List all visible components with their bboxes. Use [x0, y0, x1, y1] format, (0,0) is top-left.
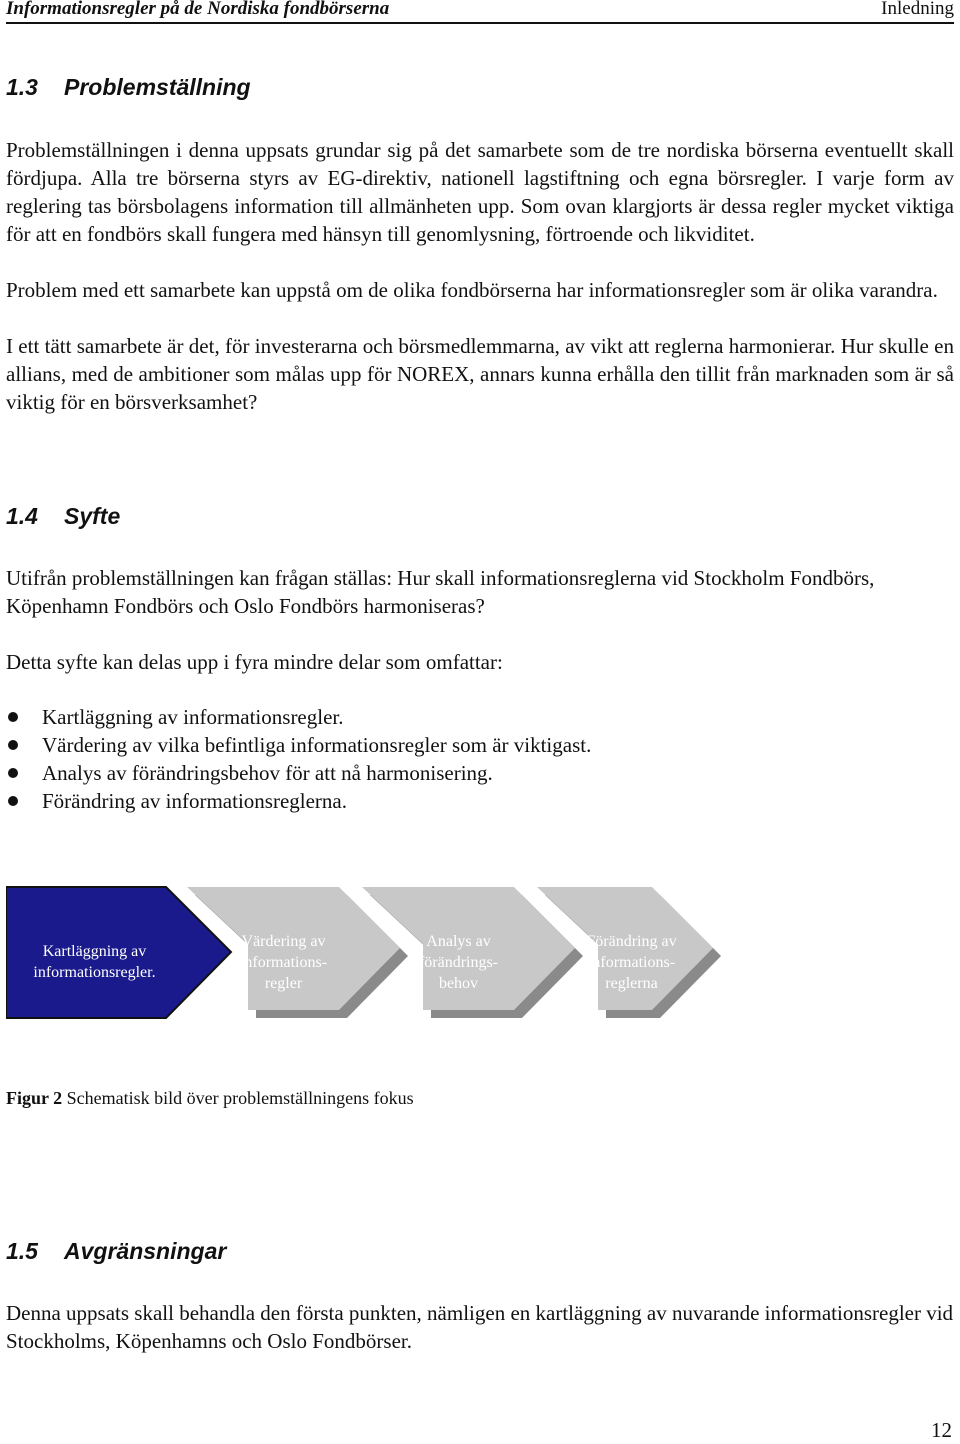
step-line: Värdering av [241, 932, 326, 950]
list-item: Analys av förändringsbehov för att nå harmonisering. [6, 759, 906, 787]
caption-text: Schematisk bild över problemställningens fokus [66, 1088, 414, 1108]
list-item: Kartläggning av informationsregler. [6, 703, 906, 731]
page-number: 12 [931, 1418, 952, 1442]
chapter-name: Inledning [881, 0, 954, 19]
step-line: informationsregler. [33, 964, 156, 981]
document-title: Informationsregler på de Nordiska fondbörserna [6, 0, 390, 19]
step-line: regler [264, 974, 303, 992]
step-line: Förändring av [586, 932, 677, 950]
step-2-label [216, 926, 351, 998]
section-title: Problemställning [64, 74, 251, 100]
step-line: Kartläggning av [42, 943, 147, 960]
section-heading-1-5 [6, 1238, 226, 1264]
step-3-label [391, 926, 526, 998]
section-heading-1-4 [6, 503, 120, 529]
figure-caption [6, 1086, 414, 1110]
step-line: informations- [239, 953, 328, 971]
paragraph: Problemställningen i denna uppsats grundar sig på det samarbete som de tre nordiska börserna eventuellt skall fördjupa. Alla tre börserna styrs av EG-direktiv, nationell lagstiftning och egna börsregler. I varje form av reglering tas börsbolagens information till allmänheten upp. Som ovan klargjorts är dessa regler mycket viktiga för att en fondbörs skall fungera med hänsyn till genomlysning, förtroende och likviditet. [6, 138, 954, 246]
step-line: informations- [587, 953, 676, 971]
step-line: Analys av [426, 932, 491, 950]
section-heading-1-3 [6, 74, 251, 100]
section-number: 1.3 [6, 74, 38, 100]
paragraph: I ett tätt samarbete är det, för investerarna och börsmedlemmarna, av vikt att reglerna harmonierar. Hur skulle en allians, med de ambitioner som målas upp för NOREX, annars kunna erhålla den tillit från marknaden som är så viktig för en börsverksamhet? [6, 334, 954, 414]
section-number: 1.4 [6, 503, 38, 529]
bullet-list [6, 703, 906, 815]
paragraph: Utifrån problemställningen kan frågan ställas: Hur skall informationsreglerna vid Stockholm Fondbörs, Köpenhamn Fondbörs och Oslo Fondbörs harmoniseras? [6, 566, 875, 618]
section-number: 1.5 [6, 1238, 38, 1264]
process-diagram [6, 884, 726, 1024]
step-line: reglerna [605, 974, 658, 992]
paragraph: Problem med ett samarbete kan uppstå om de olika fondbörserna har informationsregler som är olika varandra. [6, 278, 938, 302]
step-1-label [12, 926, 177, 998]
list-item: Värdering av vilka befintliga informationsregler som är viktigast. [6, 731, 906, 759]
section-title: Avgränsningar [64, 1238, 227, 1264]
paragraph: Detta syfte kan delas upp i fyra mindre delar som omfattar: [6, 650, 503, 674]
paragraph: Denna uppsats skall behandla den första punkten, nämligen en kartläggning av nuvarande informationsregler vid Stockholms, Köpenhamns och Oslo Fondbörser. [6, 1301, 954, 1353]
running-header [6, 0, 954, 24]
step-4-label [564, 926, 699, 998]
caption-label: Figur 2 [6, 1088, 63, 1108]
section-title: Syfte [64, 503, 121, 529]
step-line: förändrings- [418, 953, 499, 971]
list-item: Förändring av informationsreglerna. [6, 787, 906, 815]
step-line: behov [438, 974, 479, 992]
